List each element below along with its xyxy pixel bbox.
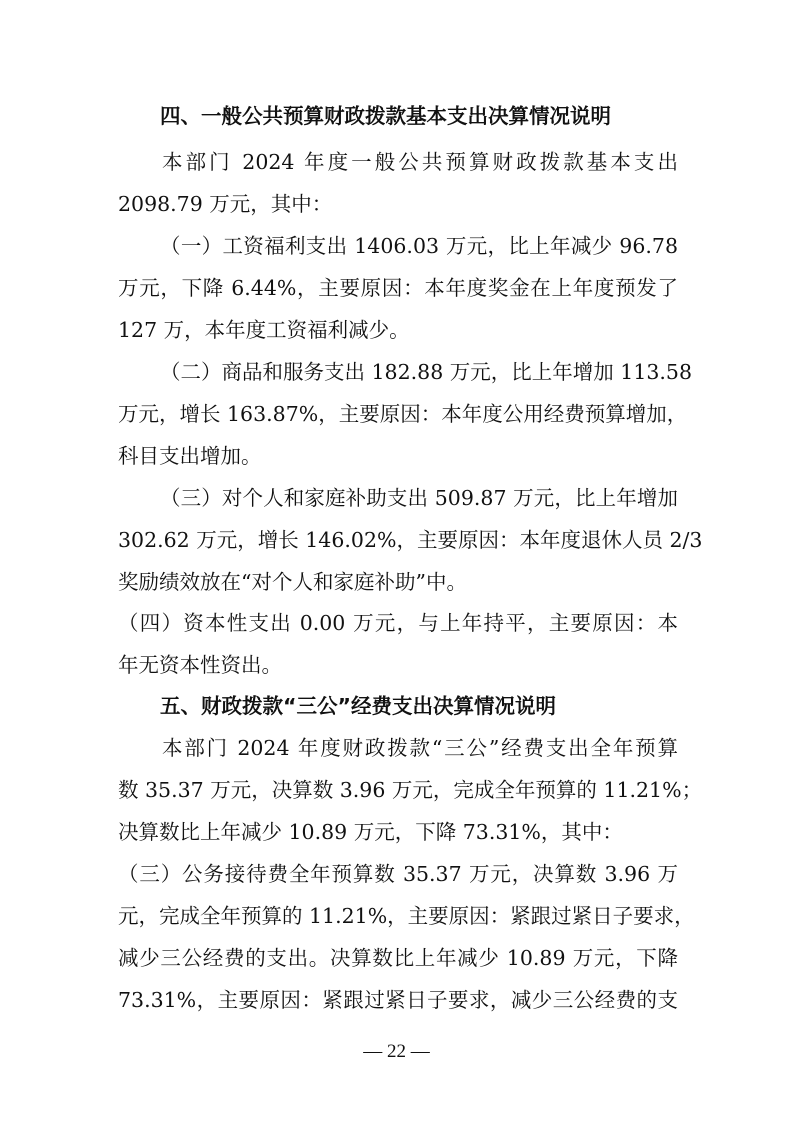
section-5-intro-line-2: 数 35.37 万元，决算数 3.96 万元，完成全年预算的 11.21%；: [118, 778, 703, 802]
section-4-item-3-line-1: （三）对个人和家庭补助支出 509.87 万元，比上年增加: [160, 486, 678, 510]
section-4-item-1-line-3: 127 万，本年度工资福利减少。: [118, 318, 410, 342]
section-4-item-4-line-2: 年无资本性资出。: [118, 653, 282, 677]
section-5-item-3-line-1: （三）公务接待费全年预算数 35.37 万元，决算数 3.96 万: [118, 862, 678, 886]
section-5-item-3-line-3: 减少三公经费的支出。决算数比上年减少 10.89 万元，下降: [118, 946, 678, 970]
section-4-item-1-line-2: 万元，下降 6.44%，主要原因：本年度奖金在上年度预发了: [118, 276, 678, 300]
section-5-intro-line-3: 决算数比上年减少 10.89 万元，下降 73.31%，其中：: [118, 820, 623, 844]
section-4-item-3-line-2: 302.62 万元，增长 146.02%，主要原因：本年度退休人员 2/3: [118, 528, 703, 552]
section-5-item-3-line-4: 73.31%，主要原因：紧跟过紧日子要求，减少三公经费的支: [118, 988, 678, 1012]
section-4-item-2-line-3: 科目支出增加。: [118, 444, 262, 468]
section-4-heading: 四、一般公共预算财政拨款基本支出决算情况说明: [160, 104, 611, 128]
section-5-intro-line-1: 本部门 2024 年度财政拨款“三公”经费支出全年预算: [162, 736, 678, 760]
section-5-heading: 五、财政拨款“三公”经费支出决算情况说明: [160, 694, 556, 718]
section-4-item-2-line-2: 万元，增长 163.87%，主要原因：本年度公用经费预算增加，: [118, 402, 688, 426]
section-4-item-2-line-1: （二）商品和服务支出 182.88 万元，比上年增加 113.58: [160, 360, 693, 384]
section-4-intro-line-1: 本部门 2024 年度一般公共预算财政拨款基本支出: [162, 150, 678, 174]
section-4-intro-line-2: 2098.79 万元，其中：: [118, 192, 333, 216]
section-4-item-4-line-1: （四）资本性支出 0.00 万元，与上年持平，主要原因：本: [118, 611, 678, 635]
section-4-item-3-line-3: 奖励绩效放在“对个人和家庭补助”中。: [118, 570, 467, 594]
section-4-item-1-line-1: （一）工资福利支出 1406.03 万元，比上年减少 96.78: [160, 234, 678, 258]
section-5-item-3-line-2: 元，完成全年预算的 11.21%，主要原因：紧跟过紧日子要求，: [118, 904, 695, 928]
page-number: — 22 —: [363, 1041, 430, 1062]
